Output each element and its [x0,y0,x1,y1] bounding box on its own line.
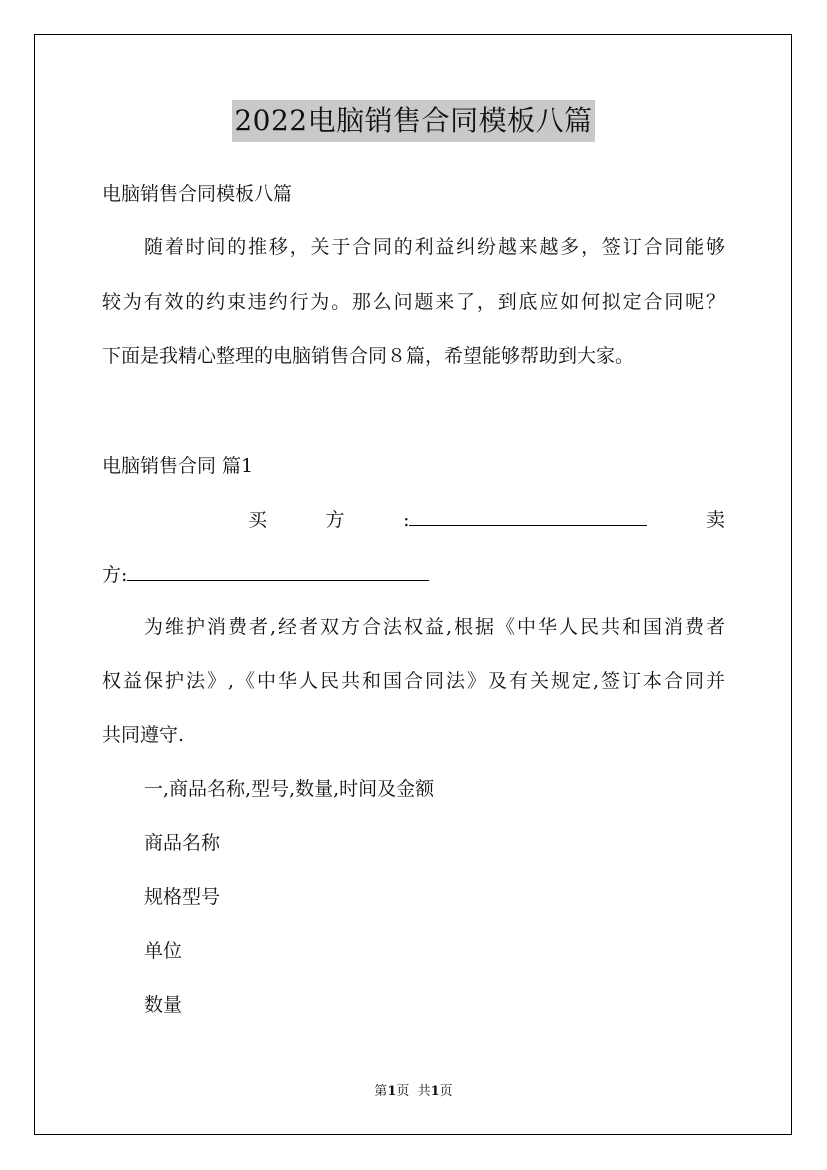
footer-suffix: 页 [439,1084,453,1099]
seller-label-char-1: 卖 [705,509,725,531]
intro-line-1: 随着时间的推移，关于合同的利益纠纷越来越多，签订合同能够 [144,236,725,258]
footer-page-number: 1 [387,1084,397,1099]
body-line-2: 权益保护法》,《中华人民共和国合同法》及有关规定,签订本合同并 [102,670,725,692]
seller-blank [127,562,429,581]
buyer-colon: : [403,509,410,531]
item-heading: 一,商品名称,型号,数量,时间及金额 [144,778,435,800]
buyer-line [248,505,725,535]
item-unit: 单位 [144,940,183,962]
body-line-3: 共同遵守. [102,724,185,746]
title-container [0,100,827,142]
footer-mid: 页 共 [396,1084,431,1099]
document-title: 2022电脑销售合同模板八篇 [232,100,594,142]
buyer-field [403,505,647,535]
intro-line-3: 下面是我精心整理的电脑销售合同８篇，希望能够帮助到大家。 [102,345,635,367]
buyer-blank [409,507,647,526]
item-quantity: 数量 [144,994,183,1016]
section-heading: 电脑销售合同 篇1 [102,455,254,477]
intro-line-2: 较为有效的约束违约行为。那么问题来了，到底应如何拟定合同呢？ [102,291,725,313]
page-footer [0,1083,827,1101]
footer-page-total: 1 [430,1084,440,1099]
seller-label-end: 方: [102,564,128,586]
document-subtitle: 电脑销售合同模板八篇 [102,183,293,205]
seller-line [102,560,429,590]
item-product-name: 商品名称 [144,832,221,854]
item-spec-model: 规格型号 [144,886,221,908]
body-line-1: 为维护消费者,经者双方合法权益,根据《中华人民共和国消费者 [144,616,725,638]
buyer-label-char-1: 买 [248,509,268,531]
buyer-label-char-2: 方 [325,509,345,531]
footer-prefix: 第 [374,1084,388,1099]
